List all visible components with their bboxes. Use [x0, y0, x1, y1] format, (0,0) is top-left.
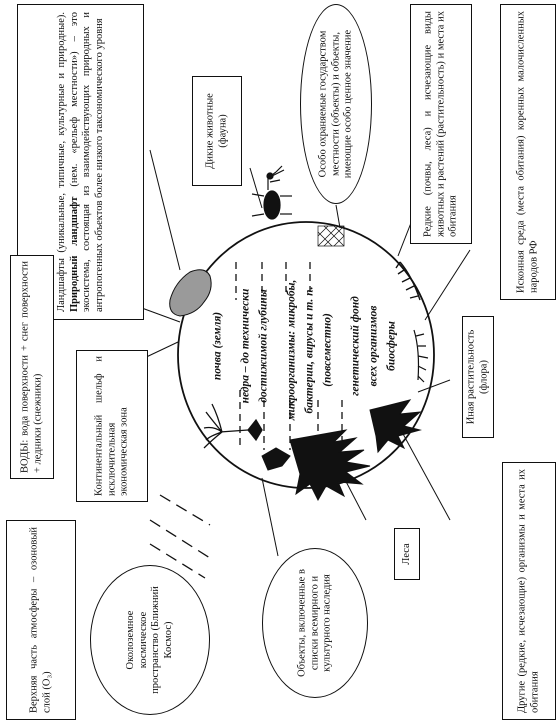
palm-tree-icon — [204, 404, 262, 448]
other-organisms-box — [502, 462, 556, 720]
circle-subsoil-line-2: достижимой глубины — [257, 289, 270, 403]
connector-landscapes — [150, 150, 180, 270]
protected-area-icon — [318, 226, 344, 246]
landscapes-text-2: (нем. «рельеф местности») – это экосистема, состоящая из взаимодействующих природных и антропогенных объектов более низкого таксономического уровня — [68, 12, 104, 312]
other-organisms-text: Другие (редкие, исчезающие) организмы и места их обитания — [516, 469, 540, 713]
rare-vegetation-icon — [396, 262, 420, 300]
heritage-oval — [262, 548, 368, 698]
waters-box — [10, 255, 54, 479]
indigenous-habitat-text: Исконная среда (места обитания) коренных малочисленных народов РФ — [515, 11, 539, 293]
atmosphere-box — [6, 520, 76, 720]
connector-protected — [336, 205, 340, 228]
landscapes-text-bold: Природный ландшафт — [68, 196, 79, 312]
waters-text: ВОДЫ: вода поверхности + снег поверхности + ледники (снежники) — [19, 261, 43, 473]
forests-text: Леса — [400, 543, 412, 565]
wild-animals-box — [192, 76, 242, 186]
circle-subsoil-line-1: недра – до технически — [239, 288, 252, 404]
circle-gene-line-2: всех организмов — [367, 305, 380, 387]
circle-micro-line-3: (повсеместно) — [321, 313, 334, 387]
connector-animals — [250, 168, 262, 208]
connector-other-organisms — [402, 432, 450, 520]
connector-habitat — [425, 250, 470, 320]
protected-areas-oval — [300, 4, 372, 204]
other-flora-box — [462, 316, 494, 438]
shelf-box — [76, 350, 148, 502]
atmosphere-text: Верхняя часть атмосферы – озоновый слой (O₃) — [28, 527, 52, 713]
circle-micro-line-1: микроорганизмы: микробы, — [285, 279, 298, 421]
rare-species-box — [410, 4, 472, 244]
circle-micro-line-2: бактерии, вирусы и т. п. — [303, 286, 316, 414]
protected-areas-text: Особо охраняемые государством местности (объекты) и объекты, имеющие особо ценное значение — [317, 29, 354, 179]
circle-gene-line-1: генетический фонд — [349, 296, 362, 396]
shelf-text: Континентальный шельф и исключительная экономическая зона — [93, 356, 130, 496]
rare-species-text: Редкие (почвы, леса) и исчезающие виды животных и растений (растительность) и места их обитания — [422, 11, 459, 237]
land-patch-icon — [170, 270, 211, 316]
circle-gene-line-3: биосферы — [385, 321, 398, 371]
indigenous-habitat-box — [500, 4, 556, 300]
connector-other-flora — [418, 380, 450, 392]
landscapes-text-1: Ландшафты (уникальные, типичные, культурные и природные). — [55, 12, 67, 312]
reindeer-icon — [252, 166, 292, 219]
circle-soil-text: почва (земля) — [211, 311, 224, 381]
near-space-oval — [90, 565, 210, 715]
plant-strip-icon — [414, 330, 428, 382]
near-space-text: Околоземное космическое пространство (Ближний Космос) — [125, 586, 174, 694]
other-flora-text: Иная растительность (флора) — [465, 329, 489, 425]
wild-animals-text: Дикие животные (фауна) — [204, 93, 228, 169]
forests-box — [394, 528, 420, 580]
heritage-text: Объекты, включенные в списки всемирного и культурного наследия — [296, 569, 333, 677]
connector-heritage — [262, 478, 278, 556]
